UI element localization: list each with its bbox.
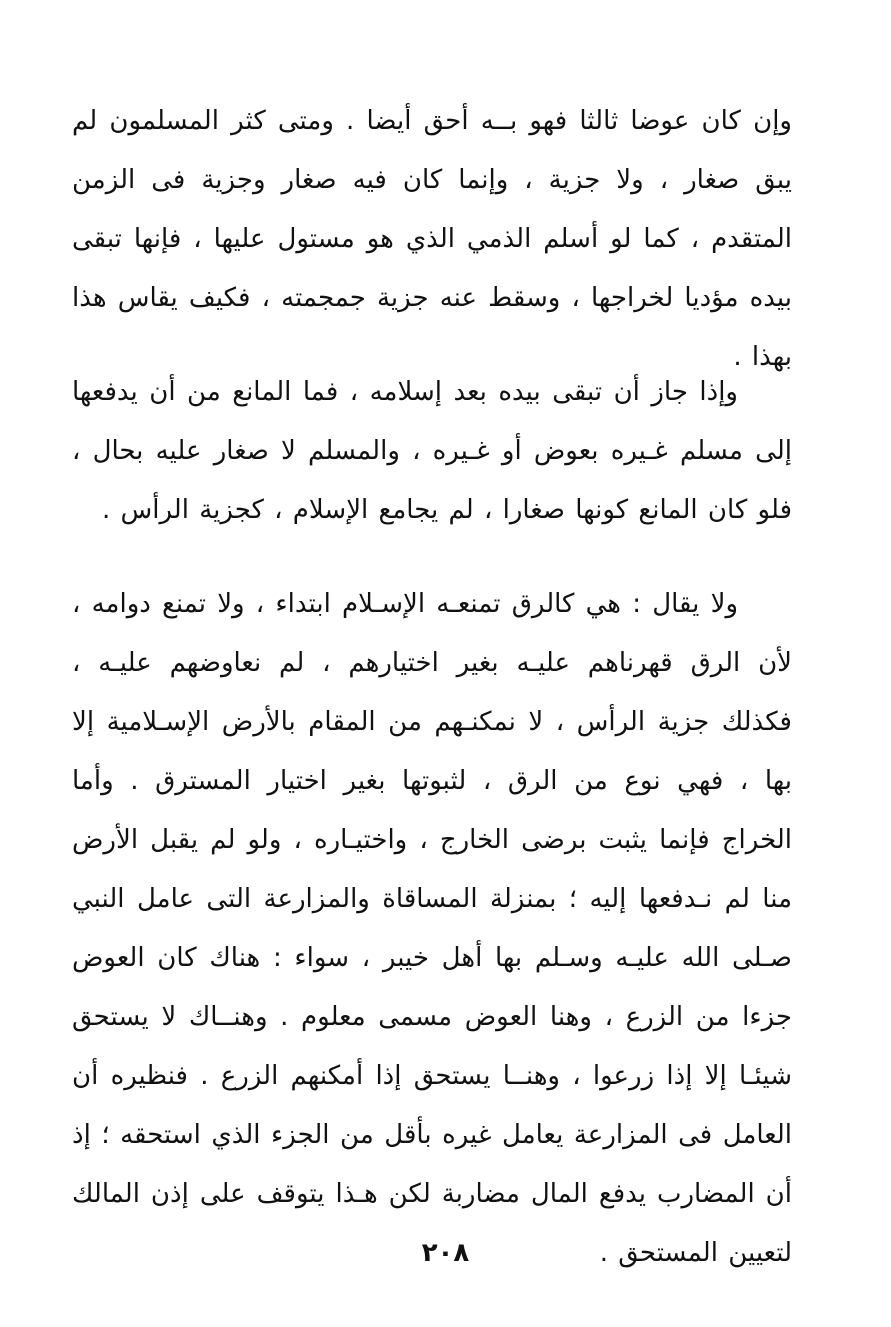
paragraph-text: وإذا جاز أن تبقى بيده بعد إسلامه ، فما المانع من أن يدفعها إلى مسلم غـيره بعوض أو غـيره ، والمسلم لا صغار عليه بحال ، فلو كان المانع كونها صغارا ، لم يجامع الإسلام ، كجزية الرأس . xyxy=(72,377,792,525)
paragraph-3 xyxy=(72,575,792,1283)
paragraph-2 xyxy=(72,363,792,540)
paragraph-text: وإن كان عوضا ثالثا فهو بــه أحق أيضا . ومتى كثر المسلمون لم يبق صغار ، ولا جزية ، وإنما كان فيه صغار وجزية فى الزمن المتقدم ، كما لو أسلم الذمي الذي هو مستول عليها ، فإنها تبقى بيده مؤديا لخراجها ، وسقط عنه جزية جمجمته ، فكيف يقاس هذا بهذا . xyxy=(72,106,792,372)
page-number: ٢٠٨ xyxy=(421,1238,470,1268)
paragraph-1 xyxy=(72,92,792,387)
paragraph-text: ولا يقال : هي كالرق تمنعـه الإسـلام ابتداء ، ولا تمنع دوامه ، لأن الرق قهرناهم عليـه بغير اختيارهم ، لم نعاوضهم عليـه ، فكذلك جزية الرأس ، لا نمكنـهم من المقام بالأرض الإسـلامية إلا بها ، فهي نوع من الرق ، لثبوتها بغير اختيار المسترق . وأما الخراج فإنما يثبت برضى الخارج ، واختيـاره ، ولو لم يقبل الأرض منا لم نـدفعها إليه ؛ بمنزلة المساقاة والمزارعة التى عامل النبي صـلى الله عليـه وسـلم بها أهل خيبر ، سواء : هناك كان العوض جزءا من الزرع ، وهنا العوض مسمى معلوم . وهنــاك لا يستحق شيئـا إلا إذا زرعوا ، وهنــا يستحق إذا أمكنهم الزرع . فنظيره أن العامل فى المزارعة يعامل غيره بأقل من الجزء الذي استحقه ؛ إذ أن المضارب يدفع المال مضاربة لكن هـذا يتوقف على إذن المالك لتعيين المستحق . xyxy=(72,589,792,1268)
